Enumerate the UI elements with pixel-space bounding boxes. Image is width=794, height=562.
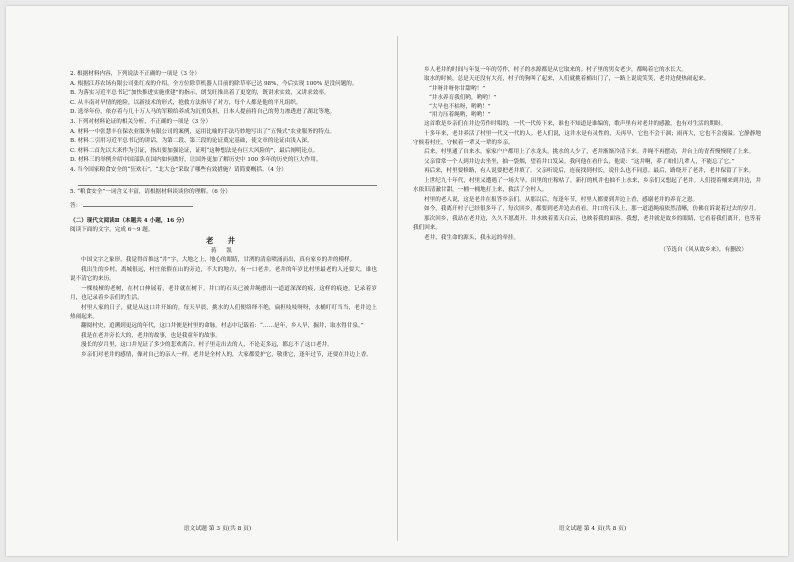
story-paragraph: 再后来，村里要修路，有人说要把老井填了。父亲听说后，连夜找到村长，说什么也不同意。最后，路绕开了老井，老井保留了下来。 [424,168,755,175]
page-3 [6,6,397,556]
answer-line[interactable] [83,197,193,207]
story-paragraph: 一棵枝桠的老树，在村口伸展着，老井就在树下。井口的石头已被井绳磨出一道道深深的痕，这样的痕迹，记录着岁月，也记录着乡亲们的生活。 [70,285,377,302]
question-2-option-b: B. 为落实习近平总书记“加快推进实施重建”的指示，朗戈旺推出着了更宽的，既讲求实效，又讲求效率。 [70,90,330,97]
question-2-option-d: D. 选举年份，依存着与几十万人马的军粮给养成为沉重负担，日本人提前将自己的势力渗透进了湖北等地。 [70,109,336,116]
story-author: 蒋 凯 [211,248,236,255]
answer-prefix-line [70,197,377,212]
story-paragraph: 十多年来，老井养活了村里一代又一代的人。老人们说，这井水是有灵性的，天再旱，它也不会干涸；雨再大，它也不会漫溢。它静静地守候着村庄，守候着一辈又一辈的乡亲。 [413,130,761,146]
answer-prefix: 答： [70,203,82,210]
question-2-option-a: A. 根据江苏农场有限公司张红戎的介绍，全方位除草机器人目前的除草率已达 98%，今后实现 100% 是没问题的。 [70,80,358,87]
story-title: 老 井 [206,236,241,246]
question-3-option-b: B. 材料二引用习近平总书记的讲话，为第二段、第三段的论证奠定基础，使文章的论证由浅入深。 [70,138,313,145]
question-5: 5. “粮食安全”一词含义丰富，请根据材料谈谈你的理解。（6 分） [70,188,231,195]
song-line: “井水养育我们哟，哟哟！” [429,94,497,101]
exam-sheet [6,6,788,556]
question-2-stem: 2. 根据材料内容，下列说法不正确的一项是（3 分） [70,71,200,77]
story-paragraph: 如今，我离开村子已经很多年了，每次回乡，都要到老井边去看看。井口的石头上，那一道道绳痕依然清晰，仿佛在诉说着过去的岁月。 [424,206,760,213]
story-paragraph: 中国文字之象形，我觉得首推这“井”字，大地之上，地心的眼睛，甘洌的清泉喷涌而出，真有家乡的井的模样。 [81,257,356,264]
song-line: “用力压着绳哟，哟哟！” [429,112,491,119]
story-paragraph: 这首歌是乡亲们在井边劳作时唱的，一代一代传下来，谁也不知道是谁编的，歌声里有对老井的感激，也有对生活的期盼。 [424,121,727,128]
song-line: “大旱也不枯呀，哟哟！” [429,103,491,110]
page-4 [397,6,788,556]
story-paragraph: 乡人老井的时间与年复一年的劳作，村子的水源都是从它取来的。村子里的男女老少，都喝着它的水长大。 [424,67,687,73]
story-paragraph: 取水的时候，总是天还没有大亮，村子的狗叫了起来，人们就挑着桶出门了，一路上说说笑笑，老井边便热闹起来。 [424,76,710,83]
story-paragraph: 后来，村里通了自来水，家家户户都用上了水龙头，挑水的人少了，老井渐渐冷清下来。井绳不再摆动，井台上的青苔慢慢爬了上来。 [424,149,755,156]
story-paragraph: 我是在老井旁长大的，老井的故事，也是我童年的故事。 [81,332,221,339]
question-4: 4. 当今国家粮食安全的“狂欢石”，“北大仓”采取了哪些有效措施？请简要概括。（4 分） [70,166,287,173]
question-3-option-c: C. 材料二首先以大米作为引证，指出要加强论证，证明“这种想法是有巨大风险的”，最后阐明论点。 [70,147,319,154]
page-3-content [70,70,377,360]
page-3-footer: 语文试题 第 3 页(共 8 页) [183,526,252,532]
section-instruction: 阅读下面的文字，完成 6～9 题。 [70,226,154,233]
story-paragraph: 老井，我生命的源头，我永远的牵挂。 [424,234,520,241]
story-paragraph: 乡亲们对老井的感情，像对自己的亲人一样。老井是全村人的，大家都爱护它，敬重它，逢年过节，还要在井边上香。 [81,351,372,358]
section-header: （二）现代文阅读Ⅱ（本题共 4 小题，16 分） [70,217,188,224]
story-paragraph: 村里的老人说，这是老井在报答乡亲们。从那以后，每逢年节，村里人都要到井边上香，感谢老井的养育之恩。 [424,196,699,203]
question-3-option-d: D. 材料三的举例介绍中国部队在国内如何做好，让国外更加了解历史中 100 多年的历史的巨大作用。 [70,157,322,164]
story-paragraph: 父亲常常一个人到井边去坐坐，抽一袋烟，望着井口发呆。我问他在看什么，他说：“这井啊，养了咱们几辈人，不能忘了它。” [424,158,735,165]
question-2-option-c: C. 从丰南对旱情的抢险，以新技术的形式，抢救方法指导了对方，每个人都是他的平凡组织。 [70,99,302,106]
story-paragraph: 村里人家的日子，就是从这口井开始的。每天早晨，挑水的人们便络绎不绝，扁担吱吱呀呀，水桶叮叮当当，老井边上热闹起来。 [70,304,377,321]
page-4-content [413,66,761,255]
story-paragraph: 我出生的乡村，离城很远，村庄依偎在山的旁边，不大的地方，有一口老井。老井的年岁比村里最老的人还要大，谁也说不清它的来历。 [70,266,377,283]
story-paragraph: 上世纪九十年代，村里又遭遇了一场大旱。田里的庄稼枯了，新打的机井也抽不上水来，乡亲们又想起了老井。人们提着桶来到井边，井水依旧清澈甘甜，一桶一桶地打上来，救活了全村人。 [413,177,761,194]
story-paragraph: 翻阅村史，追溯到更远的年代，这口井便是村里的命脉。村志中记载着：“……是年，乡人旱，掘井，取水得甘泉。” [81,323,364,330]
song-line: “井呀井呀你甘甜哟！” [429,85,486,92]
story-paragraph: 漫长的岁月里，这口井见证了多少的悲欢离合。村子里走出去的人，不论走多远，都忘不了这口老井。 [81,342,333,349]
question-3-option-a: A. 材料一中张慧丰在保农业服务有限公司的案例，运用比喻的手法巧妙地写出了“五慢式”农业服务的特点。 [70,128,336,135]
story-paragraph: 那次回乡，我站在老井边，久久不愿离开。井水映着蓝天白云，也映着我的面容。我想，老井就是故乡的眼睛，它看着我们离开，也等着我们回来。 [413,215,761,232]
page-4-footer: 语文试题 第 4 页(共 8 页) [558,526,627,532]
source-citation: （节选自《风从故乡来》，有删改） [660,246,747,253]
answer-line[interactable] [78,176,377,186]
question-3-stem: 3. 下列对材料论证的相关分析，不正确的一项是（3 分） [70,118,212,125]
